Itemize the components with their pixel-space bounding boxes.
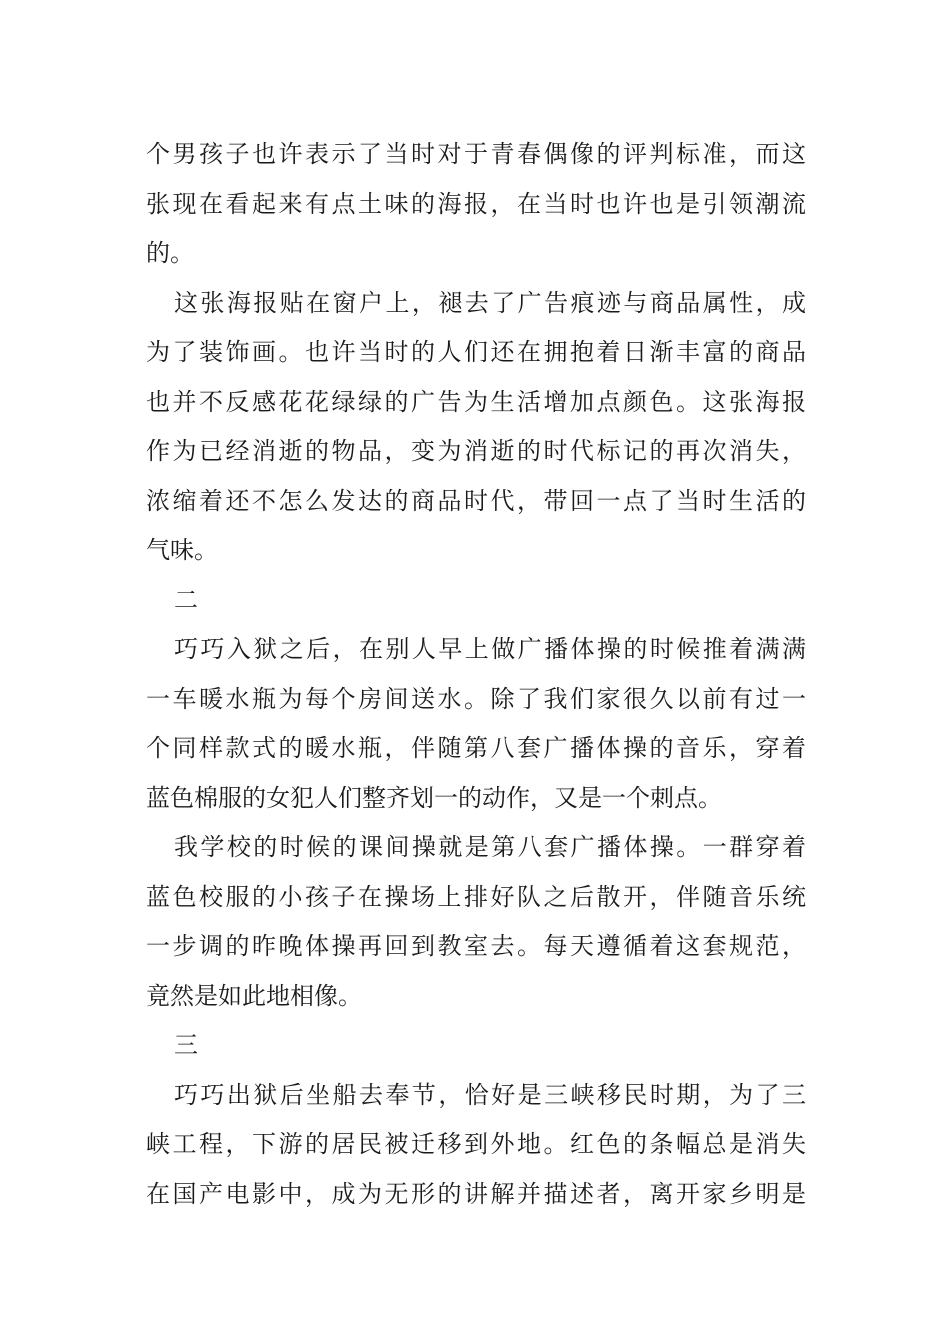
text-line: 张现在看起来有点土味的海报，在当时也许也是引领潮流	[146, 189, 806, 218]
text-line: 个同样款式的暖水瓶，伴随第八套广播体操的音乐，穿着	[146, 734, 806, 762]
text-line: 在国产电影中，成为无形的讲解并描述者，离开家乡明是	[146, 1179, 806, 1208]
text-line: 气味。	[146, 536, 218, 564]
text-line: 也并不反感花花绿绿的广告为生活增加点颜色。这张海报	[146, 387, 806, 416]
text-line: 一步调的昨晚体操再回到教室去。每天遵循着这套规范，	[146, 932, 806, 960]
text-line: 作为已经消逝的物品，变为消逝的时代标记的再次消失，	[146, 437, 806, 465]
section-heading: 二	[174, 585, 198, 614]
text-line: 峡工程，下游的居民被迁移到外地。红色的条幅总是消失	[146, 1130, 806, 1158]
text-line: 浓缩着还不怎么发达的商品时代，带回一点了当时生活的	[146, 486, 806, 515]
text-line: 个男孩子也许表示了当时对于青春偶像的评判标准，而这	[146, 140, 806, 168]
text-line: 这张海报贴在窗户上，褪去了广告痕迹与商品属性，成	[174, 288, 806, 317]
text-line: 蓝色校服的小孩子在操场上排好队之后散开，伴随音乐统	[146, 882, 806, 911]
body-text	[146, 130, 806, 1219]
text-line: 巧巧出狱后坐船去奉节，恰好是三峡移民时期，为了三	[174, 1080, 806, 1109]
text-line: 蓝色棉服的女犯人们整齐划一的动作，又是一个刺点。	[146, 783, 722, 812]
text-line: 竟然是如此地相像。	[146, 981, 362, 1010]
text-line: 为了装饰画。也许当时的人们还在拥抱着日渐丰富的商品	[146, 338, 806, 366]
text-line: 一车暖水瓶为每个房间送水。除了我们家很久以前有过一	[146, 684, 806, 713]
section-heading: 三	[174, 1031, 198, 1059]
text-line: 的。	[146, 239, 194, 267]
text-line: 我学校的时候的课间操就是第八套广播体操。一群穿着	[174, 833, 806, 861]
text-line: 巧巧入狱之后，在别人早上做广播体操的时候推着满满	[174, 635, 806, 663]
